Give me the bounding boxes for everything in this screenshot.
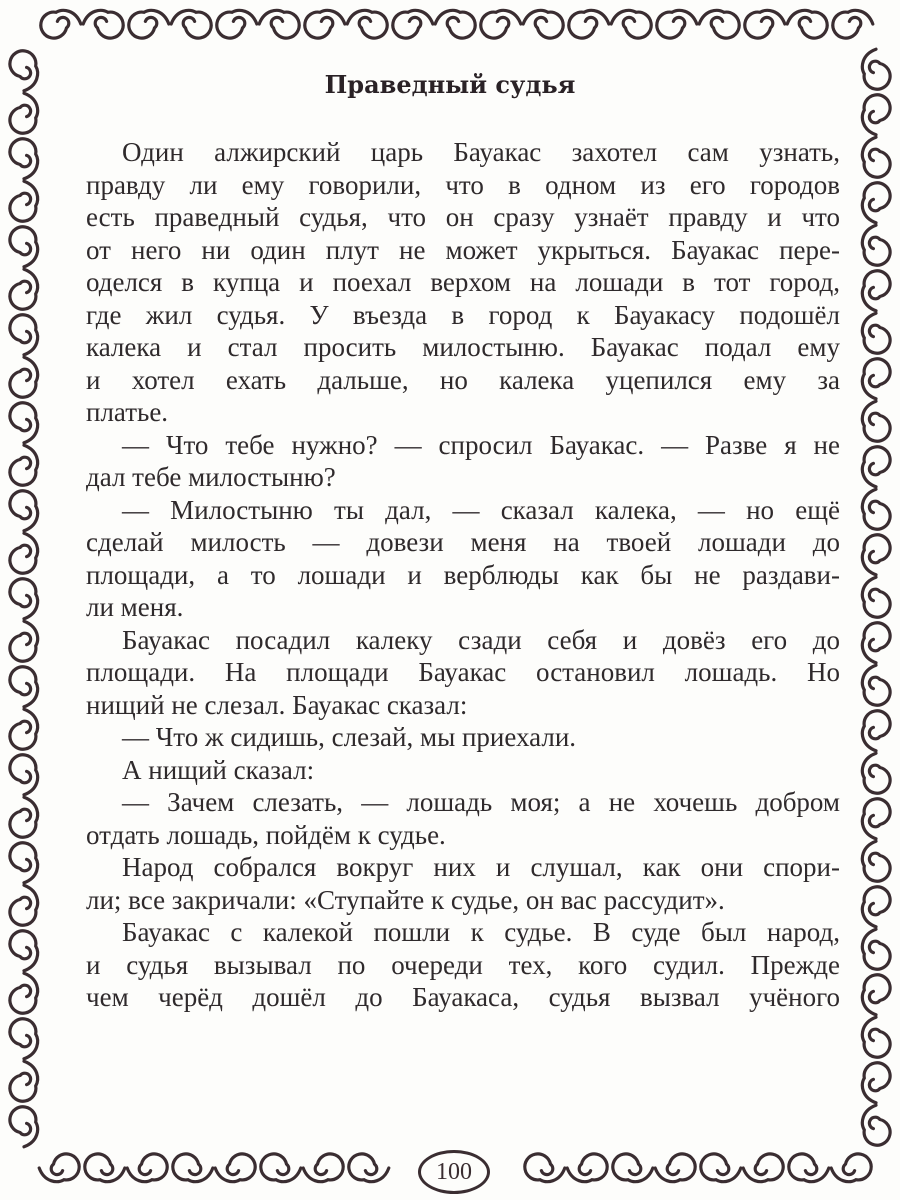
- scroll-ornament: [862, 1063, 890, 1103]
- scroll-ornament: [10, 579, 38, 619]
- text-line: платье.: [86, 397, 169, 427]
- scroll-ornament: [10, 227, 38, 267]
- scroll-ornament: [862, 225, 890, 265]
- text-line: и хотел ехать дальше, но калека уцепился ему за: [86, 364, 840, 395]
- scroll-ornament: [789, 1154, 829, 1182]
- text-line: Один алжирский царь Бауакас захотел сам узнать,: [122, 137, 840, 167]
- text-line: калека и стал просить милостыню. Бауакас подал ему: [86, 332, 840, 362]
- scroll-ornament: [129, 10, 169, 38]
- text-line: — Что тебе нужно? — спросил Бауакас. — Разве я не: [122, 429, 840, 460]
- text-line: — Что ж сидишь, слезай, мы приехали.: [122, 722, 577, 752]
- text-line: нищий не слезал. Бауакас сказал:: [86, 689, 468, 720]
- scroll-ornament: [745, 10, 785, 38]
- text-line: — Милостыню ты дал, — сказал калека, — но ещё: [122, 494, 840, 525]
- scroll-ornament: [862, 887, 890, 927]
- scroll-ornament: [862, 975, 890, 1015]
- scroll-ornament: [303, 1154, 343, 1182]
- scroll-ornament: [862, 711, 890, 751]
- scroll-ornament: [10, 1019, 38, 1059]
- scroll-ornament: [523, 10, 563, 38]
- text-line: сделай милость — довези меня на твоей лошади до: [86, 527, 840, 557]
- scroll-ornament: [787, 10, 827, 38]
- scroll-ornament: [39, 1154, 79, 1182]
- scroll-ornament: [862, 401, 890, 441]
- text-line: правду ли ему говорили, что в одном из его городов: [86, 169, 840, 200]
- scroll-ornament: [41, 10, 81, 38]
- scroll-ornament: [10, 1107, 38, 1147]
- scroll-ornament: [10, 755, 38, 795]
- scroll-ornament: [862, 137, 890, 177]
- story-text: [86, 136, 840, 1014]
- scroll-ornament: [127, 1154, 167, 1182]
- text-line: площади, а то лошади и верблюды как бы не раздави-: [86, 559, 840, 590]
- scroll-ornament: [10, 93, 38, 133]
- scroll-ornament: [862, 183, 890, 223]
- text-line: чем черёд дошёл до Бауакаса, судья вызвал учёного: [86, 982, 840, 1012]
- scroll-ornament: [862, 489, 890, 529]
- scroll-ornament: [10, 181, 38, 221]
- scroll-ornament: [305, 10, 345, 38]
- text-line: есть праведный судья, что он сразу узнаёт правду и что: [86, 202, 840, 232]
- scroll-ornament: [657, 10, 697, 38]
- scroll-ornament: [83, 10, 123, 38]
- scroll-ornament: [217, 10, 257, 38]
- text-line: Бауакас посадил калеку сзади себя и довёз его до: [122, 624, 840, 655]
- scroll-ornament: [701, 1154, 741, 1182]
- scroll-ornament: [611, 10, 651, 38]
- scroll-ornament: [347, 10, 387, 38]
- text-line: отдать лошадь, пойдём к судье.: [86, 819, 446, 850]
- text-line: оделся в купца и поехал верхом на лошади в тот город,: [86, 267, 840, 297]
- scroll-ornament: [10, 533, 38, 573]
- scroll-ornament: [10, 269, 38, 309]
- scroll-ornament: [862, 447, 890, 487]
- page-title: Праведный судья: [324, 70, 576, 99]
- scroll-ornament: [743, 1154, 783, 1182]
- text-line: — Зачем слезать, — лошадь моя; а не хочешь добром: [122, 787, 840, 817]
- scroll-ornament: [173, 1154, 213, 1182]
- scroll-ornament: [349, 1154, 389, 1182]
- scroll-ornament: [862, 313, 890, 353]
- scroll-ornament: [261, 1154, 301, 1182]
- text-line: Бауакас с калекой пошли к судье. В суде был народ,: [122, 917, 840, 947]
- scroll-ornament: [10, 931, 38, 971]
- scroll-ornament: [862, 753, 890, 793]
- text-line: ли меня.: [86, 592, 184, 622]
- scroll-ornament: [862, 799, 890, 839]
- scroll-ornament: [10, 139, 38, 179]
- text-line: А нищий сказал:: [122, 754, 315, 785]
- scroll-ornament: [699, 10, 739, 38]
- text-line: ли; все закричали: «Ступайте к судье, он вас рассудит».: [86, 884, 725, 915]
- text-line: где жил судья. У въезда в город к Бауакасу подошёл: [86, 299, 840, 330]
- scroll-ornament: [481, 10, 521, 38]
- text-line: и судья вызывал по очереди тех, кого судил. Прежде: [86, 949, 840, 980]
- scroll-ornament: [171, 10, 211, 38]
- text-line: площади. На площади Бауакас остановил лошадь. Но: [86, 657, 840, 687]
- scroll-ornament: [10, 973, 38, 1013]
- scroll-ornament: [862, 271, 890, 311]
- scroll-ornament: [862, 95, 890, 135]
- scroll-ornament: [862, 359, 890, 399]
- scroll-ornament: [10, 491, 38, 531]
- scroll-ornament: [10, 667, 38, 707]
- scroll-ornament: [833, 10, 873, 38]
- scroll-ornament: [613, 1154, 653, 1182]
- scroll-ornament: [10, 843, 38, 883]
- scroll-ornament: [10, 445, 38, 485]
- scroll-ornament: [525, 1154, 565, 1182]
- scroll-ornament: [862, 841, 890, 881]
- scroll-ornament: [10, 315, 38, 355]
- scroll-ornament: [862, 577, 890, 617]
- scroll-ornament: [10, 885, 38, 925]
- page-number: 100: [418, 1150, 490, 1194]
- text-line: Народ собрался вокруг них и слушал, как они спори-: [122, 852, 840, 882]
- scroll-ornament: [655, 1154, 695, 1182]
- scroll-ornament: [10, 709, 38, 749]
- scroll-ornament: [10, 797, 38, 837]
- scroll-ornament: [862, 535, 890, 575]
- text-line: дал тебе милостыню?: [86, 462, 336, 492]
- scroll-ornament: [862, 1017, 890, 1057]
- scroll-ornament: [10, 403, 38, 443]
- scroll-ornament: [10, 621, 38, 661]
- scroll-ornament: [831, 1154, 871, 1182]
- scroll-ornament: [567, 1154, 607, 1182]
- scroll-ornament: [435, 10, 475, 38]
- scroll-ornament: [862, 623, 890, 663]
- scroll-ornament: [10, 1061, 38, 1101]
- scroll-ornament: [862, 1105, 890, 1145]
- scroll-ornament: [215, 1154, 255, 1182]
- scroll-ornament: [862, 929, 890, 969]
- scroll-ornament: [393, 10, 433, 38]
- scroll-ornament: [259, 10, 299, 38]
- scroll-ornament: [862, 665, 890, 705]
- scroll-ornament: [10, 357, 38, 397]
- text-line: от него ни один плут не может укрыться. Бауакас пере-: [86, 234, 840, 265]
- scroll-ornament: [569, 10, 609, 38]
- scroll-ornament: [85, 1154, 125, 1182]
